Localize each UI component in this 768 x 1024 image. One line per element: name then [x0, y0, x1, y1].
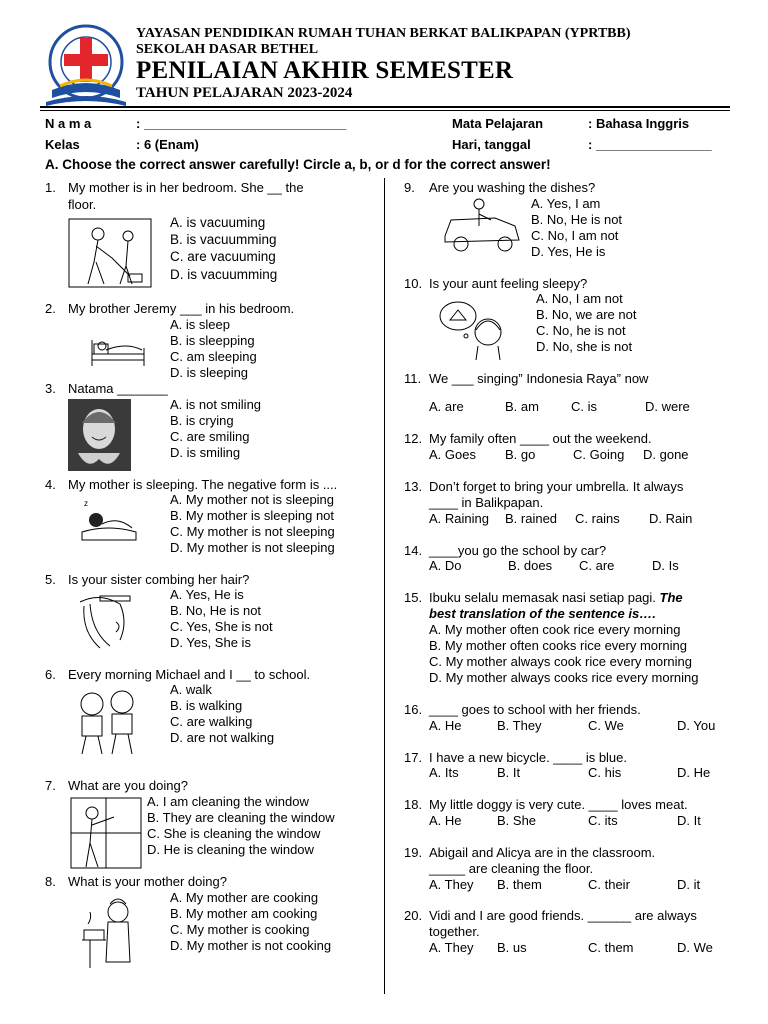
q17-option-b[interactable]: B. It: [497, 765, 521, 780]
q2-option-b[interactable]: B. is sleepping: [170, 333, 255, 348]
q12-option-c[interactable]: C. Going: [573, 447, 625, 462]
question-20-text: Vidi and I are good friends. ______ are always: [429, 908, 697, 923]
column-divider: [384, 178, 385, 994]
q15-option-c[interactable]: C. My mother always cook rice every morning: [429, 654, 692, 669]
kelas-label: Kelas: [45, 137, 80, 152]
q11-option-c[interactable]: C. is: [571, 399, 597, 414]
q7-option-a[interactable]: A. I am cleaning the window: [147, 794, 309, 809]
question-8-text: What is your mother doing?: [68, 874, 227, 889]
q4-option-b[interactable]: B. My mother is sleeping not: [170, 508, 335, 523]
q1-option-b[interactable]: B. is vacuumming: [170, 232, 277, 247]
foundation-name: YAYASAN PENDIDIKAN RUMAH TUHAN BERKAT BALIKPAPAN (YPRTBB): [136, 26, 631, 41]
question-13-text: Don’t forget to bring your umbrella. It always: [429, 479, 684, 494]
q17-option-d[interactable]: D. He: [677, 765, 711, 780]
q8-option-d[interactable]: D. My mother is not cooking: [170, 938, 332, 953]
q15-option-b[interactable]: B. My mother often cooks rice every morning: [429, 638, 687, 653]
q16-option-d[interactable]: D. You: [677, 718, 716, 733]
q6-option-c[interactable]: C. are walking: [170, 714, 253, 729]
q18-option-d[interactable]: D. It: [677, 813, 701, 828]
q11-option-d[interactable]: D. were: [645, 399, 690, 414]
q3-option-b[interactable]: B. is crying: [170, 413, 234, 428]
q4-option-c[interactable]: C. My mother is not sleeping: [170, 524, 335, 539]
school-name: SEKOLAH DASAR BETHEL: [136, 42, 319, 57]
combing-hair-picture: [70, 592, 146, 657]
q13-option-b[interactable]: B. rained: [505, 511, 558, 526]
q20-option-d[interactable]: D. We: [677, 940, 713, 955]
q13-option-c[interactable]: C. rains: [575, 511, 620, 526]
q8-option-c[interactable]: C. My mother is cooking: [170, 922, 310, 937]
q2-option-a[interactable]: A. is sleep: [170, 317, 230, 332]
q7-option-b[interactable]: B. They are cleaning the window: [147, 810, 335, 825]
q1-option-c[interactable]: C. are vacuuming: [170, 249, 276, 264]
header-rule: [40, 106, 730, 108]
q18-option-c[interactable]: C. its: [588, 813, 618, 828]
kelas-value: : 6 (Enam): [136, 137, 199, 152]
q10-option-a[interactable]: A. No, I am not: [536, 291, 623, 306]
q15-option-a[interactable]: A. My mother often cook rice every morning: [429, 622, 681, 637]
q16-option-a[interactable]: A. He: [429, 718, 462, 733]
q8-option-b[interactable]: B. My mother am cooking: [170, 906, 318, 921]
q19-option-a[interactable]: A. They: [429, 877, 474, 892]
walking-children-picture: [68, 686, 148, 763]
q18-option-a[interactable]: A. He: [429, 813, 462, 828]
q16-option-c[interactable]: C. We: [588, 718, 624, 733]
q14-option-b[interactable]: B. does: [508, 558, 553, 573]
school-logo: [40, 24, 132, 110]
question-13-text-2: ____ in Balikpapan.: [429, 495, 544, 510]
q1-option-a[interactable]: A. is vacuuming: [170, 215, 266, 230]
q17-option-a[interactable]: A. Its: [429, 765, 459, 780]
q5-option-c[interactable]: C. Yes, She is not: [170, 619, 273, 634]
q3-option-c[interactable]: C. are smiling: [170, 429, 250, 444]
question-5-text: Is your sister combing her hair?: [68, 572, 250, 587]
question-20-text-2: together.: [429, 924, 480, 939]
nama-field[interactable]: : ____________________________: [136, 116, 347, 131]
q5-option-d[interactable]: D. Yes, She is: [170, 635, 251, 650]
q4-option-d[interactable]: D. My mother is not sleeping: [170, 540, 335, 555]
q9-option-d[interactable]: D. Yes, He is: [531, 244, 606, 259]
hari-label: Hari, tanggal: [452, 137, 531, 152]
q16-option-b[interactable]: B. They: [497, 718, 542, 733]
q14-option-a[interactable]: A. Do: [429, 558, 462, 573]
q7-option-c[interactable]: C. She is cleaning the window: [147, 826, 321, 841]
question-1-text-2: floor.: [68, 197, 97, 212]
question-7-text: What are you doing?: [68, 778, 188, 793]
q2-option-d[interactable]: D. is sleeping: [170, 365, 249, 380]
cooking-mother-picture: [78, 892, 148, 977]
question-3-text: Natama _______: [68, 381, 168, 396]
q19-option-b[interactable]: B. them: [497, 877, 542, 892]
question-18-text: My little doggy is very cute. ____ loves meat.: [429, 797, 688, 812]
header-rule-thin: [40, 110, 730, 111]
q12-option-a[interactable]: A. Goes: [429, 447, 476, 462]
vacuuming-picture: [68, 218, 152, 293]
q9-option-c[interactable]: C. No, I am not: [531, 228, 619, 243]
sleeping-mother-picture: [78, 498, 138, 547]
svg-text:z: z: [84, 499, 88, 508]
q19-option-d[interactable]: D. it: [677, 877, 701, 892]
instruction: A. Choose the correct answer carefully! Circle a, b, or d for the correct answer!: [45, 157, 551, 172]
sleepy-aunt-picture: [436, 294, 512, 367]
nama-label: N a m a: [45, 116, 92, 131]
q8-option-a[interactable]: A. My mother are cooking: [170, 890, 319, 905]
mapel-label: Mata Pelajaran: [452, 116, 544, 131]
question-4-text: My mother is sleeping. The negative form is ....: [68, 477, 338, 492]
q13-option-a[interactable]: A. Raining: [429, 511, 489, 526]
question-19-text-2: _____ are cleaning the floor.: [429, 861, 594, 876]
exam-title: PENILAIAN AKHIR SEMESTER: [136, 57, 514, 84]
q3-option-a[interactable]: A. is not smiling: [170, 397, 262, 412]
question-15-text-2: best translation of the sentence is….: [429, 606, 656, 621]
q6-option-b[interactable]: B. is walking: [170, 698, 243, 713]
q12-option-d[interactable]: D. gone: [643, 447, 689, 462]
q5-option-b[interactable]: B. No, He is not: [170, 603, 262, 618]
question-11-text: We ___ singing” Indonesia Raya” now: [429, 371, 649, 386]
q9-option-b[interactable]: B. No, He is not: [531, 212, 623, 227]
school-year: TAHUN PELAJARAN 2023-2024: [136, 85, 353, 101]
question-15-text-emphasis: The: [659, 590, 683, 605]
hari-field[interactable]: : ________________: [588, 137, 712, 152]
washing-car-picture: [435, 196, 525, 261]
question-14-text: ____you go the school by car?: [429, 543, 607, 558]
q6-option-d[interactable]: D. are not walking: [170, 730, 275, 745]
question-6-text: Every morning Michael and I __ to school.: [68, 667, 311, 682]
q15-option-d[interactable]: D. My mother always cooks rice every morning: [429, 670, 699, 685]
question-2-text: My brother Jeremy ___ in his bedroom.: [68, 301, 295, 316]
q20-option-a[interactable]: A. They: [429, 940, 474, 955]
q3-option-d[interactable]: D. is smiling: [170, 445, 241, 460]
q5-option-a[interactable]: A. Yes, He is: [170, 587, 244, 602]
q13-option-d[interactable]: D. Rain: [649, 511, 693, 526]
q9-option-a[interactable]: A. Yes, I am: [531, 196, 601, 211]
q19-option-c[interactable]: C. their: [588, 877, 630, 892]
q10-option-d[interactable]: D. No, she is not: [536, 339, 633, 354]
q14-option-d[interactable]: D. Is: [652, 558, 679, 573]
sleeping-boy-picture: [86, 322, 150, 377]
question-16-text: ____ goes to school with her friends.: [429, 702, 641, 717]
q1-option-d[interactable]: D. is vacuumming: [170, 267, 278, 282]
q7-option-d[interactable]: D. He is cleaning the window: [147, 842, 314, 857]
q11-option-a[interactable]: A. are: [429, 399, 464, 414]
cleaning-window-picture: [70, 797, 142, 874]
q10-option-b[interactable]: B. No, we are not: [536, 307, 637, 322]
q17-option-c[interactable]: C. his: [588, 765, 622, 780]
q14-option-c[interactable]: C. are: [579, 558, 615, 573]
question-19-text: Abigail and Alicya are in the classroom.: [429, 845, 656, 860]
q2-option-c[interactable]: C. am sleeping: [170, 349, 257, 364]
q12-option-b[interactable]: B. go: [505, 447, 536, 462]
question-1-text: My mother is in her bedroom. She __ the: [68, 180, 304, 195]
q4-option-a[interactable]: A. My mother not is sleeping: [170, 492, 335, 507]
q11-option-b[interactable]: B. am: [505, 399, 539, 414]
q10-option-c[interactable]: C. No, he is not: [536, 323, 626, 338]
question-12-text: My family often ____ out the weekend.: [429, 431, 652, 446]
q20-option-b[interactable]: B. us: [497, 940, 527, 955]
mapel-value: : Bahasa Inggris: [588, 116, 690, 131]
q6-option-a[interactable]: A. walk: [170, 682, 212, 697]
question-17-text: I have a new bicycle. ____ is blue.: [429, 750, 628, 765]
q18-option-b[interactable]: B. She: [497, 813, 537, 828]
q20-option-c[interactable]: C. them: [588, 940, 634, 955]
smiling-girl-photo: [68, 399, 131, 476]
question-9-text: Are you washing the dishes?: [429, 180, 596, 195]
question-10-text: Is your aunt feeling sleepy?: [429, 276, 588, 291]
question-15-text: Ibuku selalu memasak nasi setiap pagi.: [429, 590, 656, 605]
